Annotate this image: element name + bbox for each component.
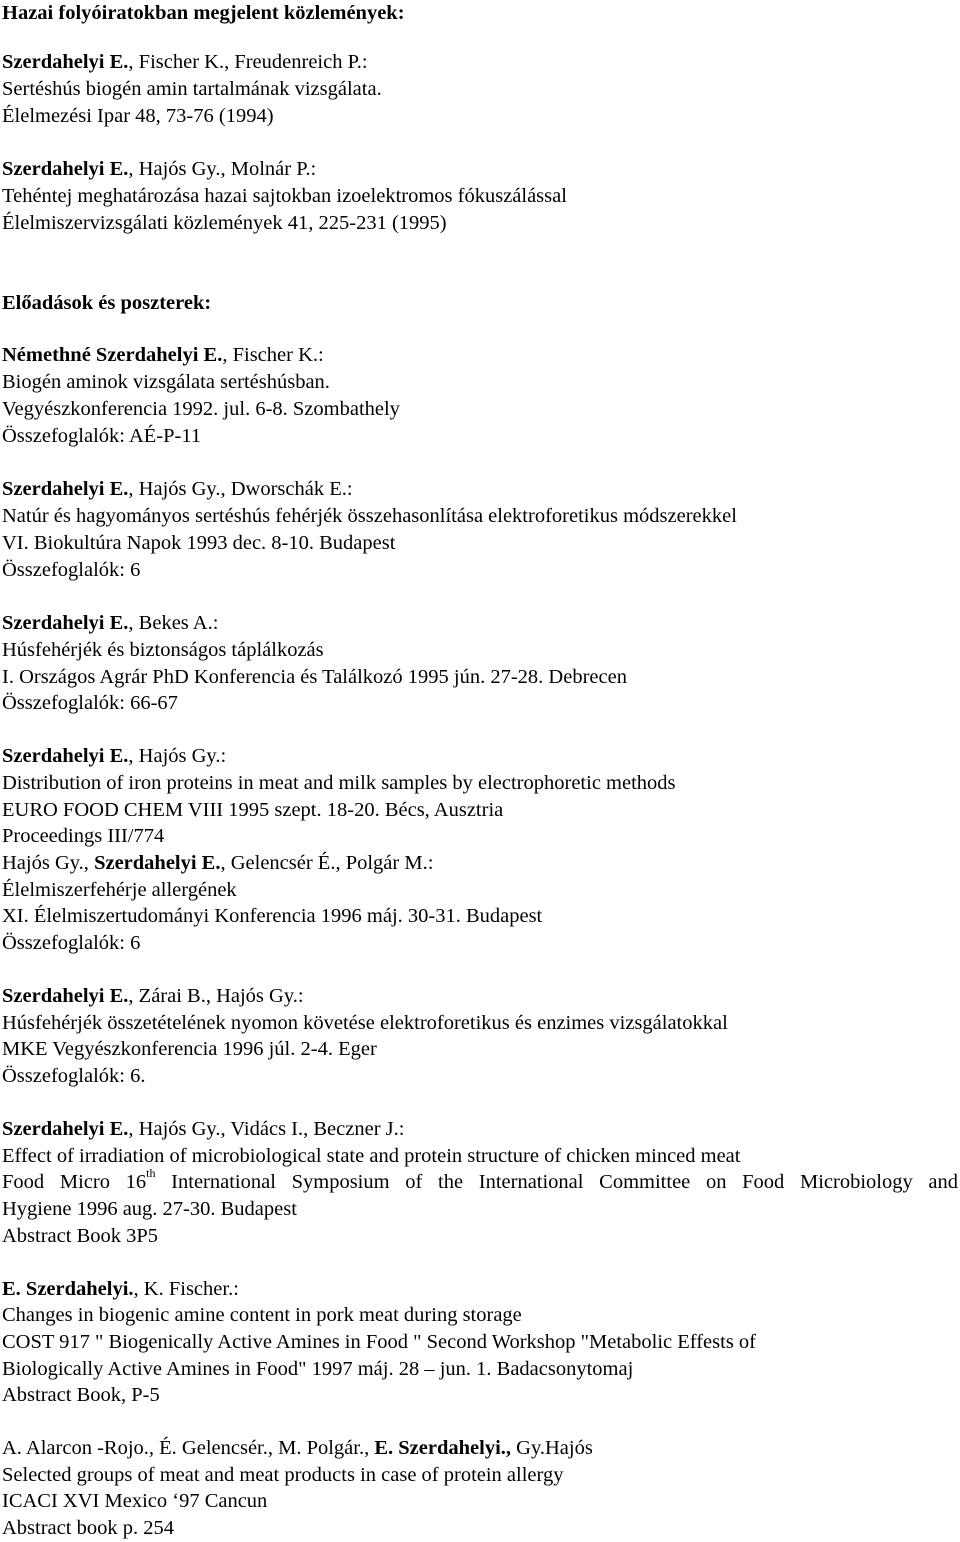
talk-entry-8-line: COST 917 " Biogenically Active Amines in Food " Second Workshop "Metabolic Effests of [2,1331,756,1353]
talk-entry-3-line: I. Országos Agrár PhD Konferencia és Találkozó 1995 jún. 27-28. Debrecen [2,666,627,688]
talk-entry-5-line: XI. Élelmiszertudományi Konferencia 1996 máj. 30-31. Budapest [2,905,543,927]
journal-entry-1-authors: Szerdahelyi E., Fischer K., Freudenreich P.: [2,51,368,73]
talk-entry-8-line: Biologically Active Amines in Food" 1997 máj. 28 – jun. 1. Badacsonytomaj [2,1358,634,1380]
journal-entry-2-authors: Szerdahelyi E., Hajós Gy., Molnár P.: [2,158,317,180]
talk-entry-4-line: Proceedings III/774 [2,825,165,847]
talk-entry-5-line: Élelmiszerfehérje allergének [2,879,237,901]
talk-entry-7-line: Food Micro 16th International Symposium of the International Committee on Food Microbiology and [2,1166,959,1193]
talk-entry-1-line: Összefoglalók: AÉ-P-11 [2,425,202,447]
talk-entry-1-line: Biogén aminok vizsgálata sertéshúsban. [2,371,330,393]
journal-entry-1-title: Sertéshús biogén amin tartalmának vizsgálata. [2,78,382,100]
talk-entry-9-authors: A. Alarcon -Rojo., É. Gelencsér., M. Polgár., E. Szerdahelyi., Gy.Hajós [2,1437,593,1459]
talk-entry-1-line: Vegyészkonferencia 1992. jul. 6-8. Szombathely [2,398,400,420]
talk-entry-3-line: Húsfehérjék és biztonságos táplálkozás [2,639,324,661]
talk-entry-7-authors: Szerdahelyi E., Hajós Gy., Vidács I., Beczner J.: [2,1118,405,1140]
talk-entry-9-line: ICACI XVI Mexico ‘97 Cancun [2,1490,268,1512]
talk-entry-4-line: EURO FOOD CHEM VIII 1995 szept. 18-20. Bécs, Ausztria [2,799,504,821]
talk-entry-9-line: Selected groups of meat and meat products in case of protein allergy [2,1464,564,1486]
talk-entry-8-authors: E. Szerdahelyi., K. Fischer.: [2,1278,239,1300]
talk-entry-4-authors: Szerdahelyi E., Hajós Gy.: [2,745,227,767]
talk-entry-9-line: Abstract book p. 254 [2,1517,174,1539]
journal-entry-1-journal: Élelmezési Ipar 48, 73-76 (1994) [2,105,274,127]
talk-entry-6-line: MKE Vegyészkonferencia 1996 júl. 2-4. Eger [2,1038,377,1060]
talk-entry-6-line: Összefoglalók: 6. [2,1065,146,1087]
journal-entry-2-title: Tehéntej meghatározása hazai sajtokban izoelektromos fókuszálással [2,185,567,207]
talk-entry-1-authors: Némethné Szerdahelyi E., Fischer K.: [2,344,324,366]
talk-entry-5-authors: Hajós Gy., Szerdahelyi E., Gelencsér É., Polgár M.: [2,852,434,874]
talk-entry-3-authors: Szerdahelyi E., Bekes A.: [2,612,219,634]
talk-entry-8-line: Abstract Book, P-5 [2,1384,160,1406]
journal-entry-2-journal: Élelmiszervizsgálati közlemények 41, 225-231 (1995) [2,212,447,234]
talk-entry-2-line: Összefoglalók: 6 [2,559,141,581]
talk-entry-4-line: Distribution of iron proteins in meat and milk samples by electrophoretic methods [2,772,676,794]
talk-entry-8-line: Changes in biogenic amine content in pork meat during storage [2,1304,522,1326]
talk-entry-6-authors: Szerdahelyi E., Zárai B., Hajós Gy.: [2,985,304,1007]
talk-entry-3-line: Összefoglalók: 66-67 [2,692,178,714]
talk-entry-7-line: Effect of irradiation of microbiological state and protein structure of chicken minced meat [2,1145,741,1167]
talk-entry-2-line: Natúr és hagyományos sertéshús fehérjék összehasonlítása elektroforetikus módszerekkel [2,505,737,527]
talk-entry-7-line: Hygiene 1996 aug. 27-30. Budapest [2,1198,297,1220]
talk-entry-7-line: Abstract Book 3P5 [2,1225,159,1247]
talk-entry-2-authors: Szerdahelyi E., Hajós Gy., Dworschák E.: [2,478,353,500]
talk-entry-5-line: Összefoglalók: 6 [2,932,141,954]
talk-entry-6-line: Húsfehérjék összetételének nyomon követése elektroforetikus és enzimes vizsgálatokkal [2,1012,728,1034]
section-title-talks: Előadások és poszterek: [2,292,212,314]
talk-entry-2-line: VI. Biokultúra Napok 1993 dec. 8-10. Budapest [2,532,396,554]
section-title-journals: Hazai folyóiratokban megjelent közlemények: [2,2,405,24]
